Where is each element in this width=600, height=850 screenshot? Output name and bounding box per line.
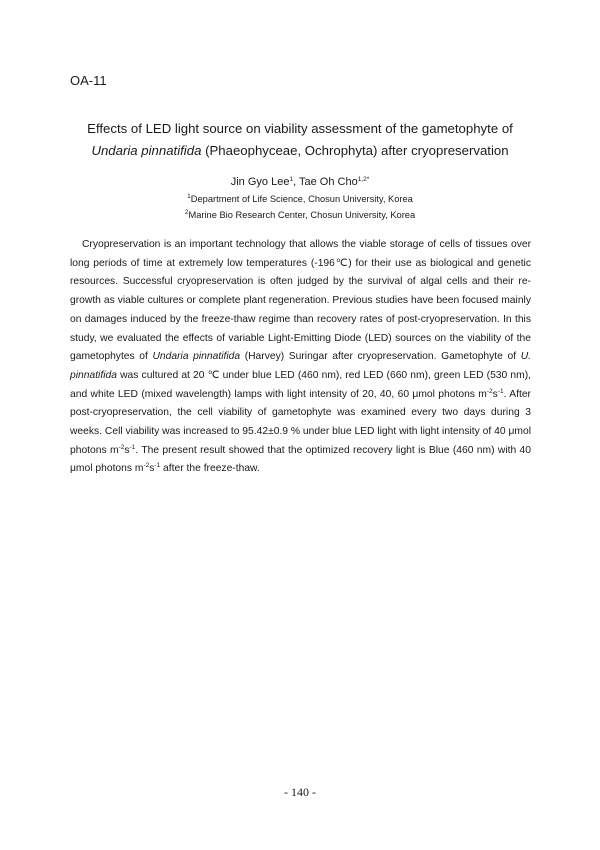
author-name: Tae Oh Cho — [298, 176, 358, 188]
affiliation — [0, 193, 600, 206]
author-name: Jin Gyo Lee — [230, 176, 290, 188]
affiliation-mark: 2 — [184, 209, 189, 216]
abstract-text: . After post-cryopreservation, the cell viability of gametophyte was examined every two days during 3 weeks. Cell viability was increased to 95.42±0.9 % under blue LED light with light intensity of 40 μmol photons m — [70, 388, 531, 456]
affiliation-mark: 1 — [187, 193, 191, 200]
species-name: Undaria pinnatifida — [152, 351, 241, 363]
abstract-text: Cryopreservation is an important technology that allows the viable storage of cells of tissues over long periods of time at extremely low temperatures (-196℃) for their use as biological and genetic resources. Successful cryopreservation is often judged by the survival of algal cells and their re-growth as viable cultures or complete plant regeneration. Previous studies have been focused mainly on damages induced by the freeze-thaw regime than recovery rates of post-cryopreservation. In this study, we evaluated the effects of variable Light-Emitting Diode (LED) sources on the viability of the gametophytes of — [70, 239, 531, 363]
abstract-text: s — [149, 463, 155, 475]
abstract-text: after the freeze-thaw. — [160, 463, 260, 475]
unit-exponent: -2 — [143, 462, 150, 470]
affiliation-text: Department of Life Science, Chosun University, Korea — [190, 194, 413, 204]
author-affiliation-mark: 1,2* — [357, 176, 370, 183]
unit-exponent: -1 — [497, 387, 504, 395]
affiliation — [0, 209, 600, 222]
author-separator: , — [293, 176, 299, 188]
title-line-2: (Phaeophyceae, Ochrophyta) after cryopreservation — [201, 143, 509, 158]
unit-exponent: -2 — [118, 443, 125, 451]
author-affiliation-mark: 1 — [289, 176, 294, 183]
page-number: - 140 - — [284, 785, 316, 799]
title-species: Undaria pinnatifida — [91, 143, 202, 158]
unit-exponent: -2 — [486, 387, 493, 395]
author-list — [0, 174, 600, 191]
unit-exponent: -1 — [129, 443, 136, 451]
abstract-body — [70, 236, 531, 479]
species-name: U. pinnatifida — [70, 351, 531, 381]
affiliation-text: Marine Bio Research Center, Chosun University, Korea — [188, 210, 416, 220]
abstract-code: OA-11 — [70, 73, 107, 88]
abstract-text: was cultured at 20 ℃ under blue LED (460 nm), red LED (660 nm), green LED (530 nm), and white LED (mixed wavelength) lamps with light intensity of 20, 40, 60 μmol photons m — [70, 369, 531, 400]
abstract-text: (Harvey) Suringar after cryopreservation. Gametophyte of — [240, 351, 521, 363]
abstract-text: s — [492, 388, 498, 400]
unit-exponent: -1 — [154, 462, 161, 470]
paper-title — [70, 118, 530, 162]
abstract-text: . The present result showed that the optimized recovery light is Blue (460 nm) with 40 μmol photons m — [70, 444, 531, 475]
title-line-1: Effects of LED light source on viability assessment of the gametophyte of — [87, 121, 513, 136]
abstract-text: s — [124, 444, 130, 456]
